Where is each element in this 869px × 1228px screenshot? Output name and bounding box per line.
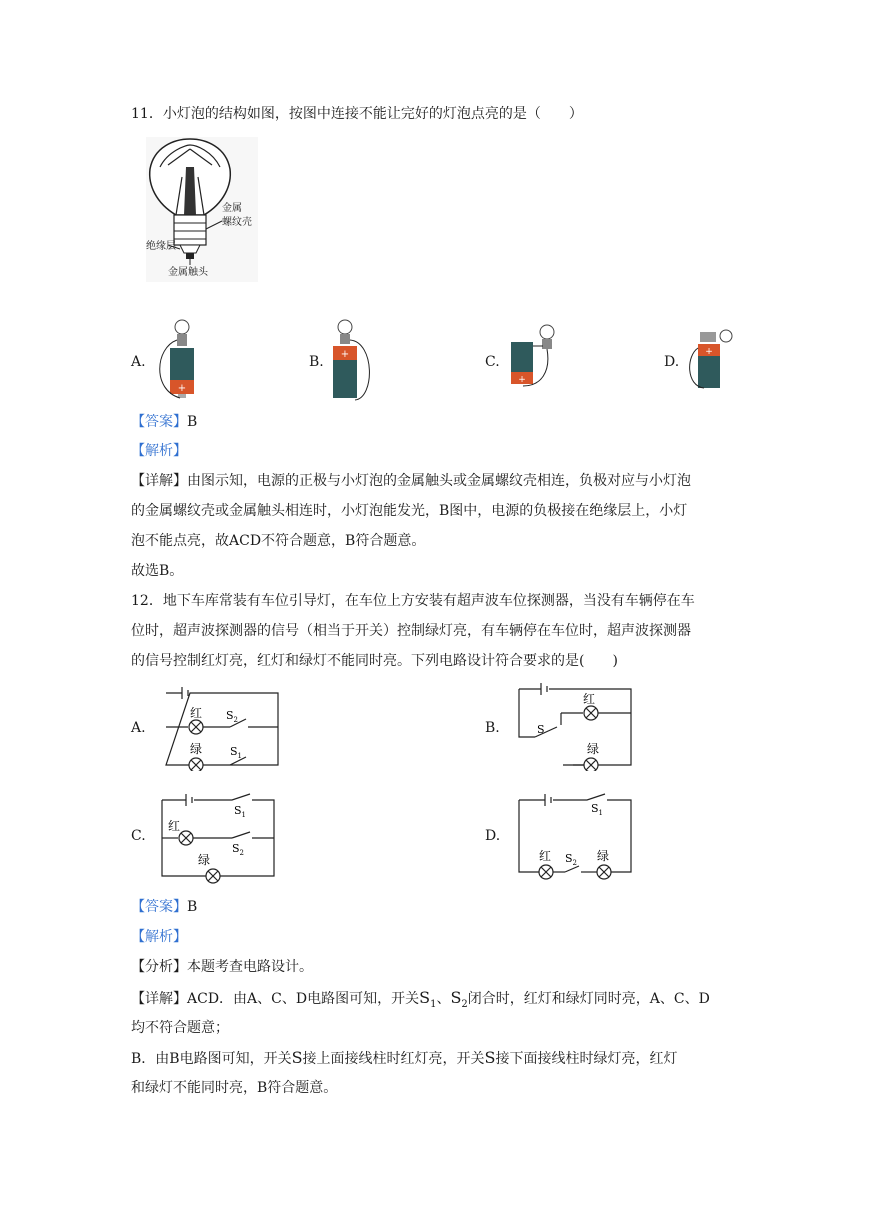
- switch-label: $S_1$: [234, 804, 247, 819]
- switch-label: $S_2$: [226, 709, 239, 724]
- switch-label: $S_1$: [230, 745, 243, 760]
- detail-text: ACD．由A、C、D电路图可知，开关: [187, 991, 420, 1007]
- q11-option-a-figure: [150, 318, 205, 406]
- switch-s2: $S_2$: [450, 988, 468, 1011]
- detail-text: 接下面接线柱时绿灯亮，红灯: [495, 1051, 678, 1067]
- svg-text:+: +: [340, 349, 350, 360]
- switch-s: S: [291, 1048, 303, 1067]
- q12-circuit-a: [160, 683, 285, 771]
- bulb-structure-figure: [146, 137, 258, 282]
- label-metal-tip: 金属触头: [168, 267, 208, 278]
- detail-text: B．由B电路图可知，开关: [131, 1051, 292, 1067]
- lamp-label-red: 红: [539, 849, 552, 863]
- detail-text: 由图示知，电源的正极与小灯泡的金属触头或金属螺纹壳相连，负极对应与小灯泡: [187, 473, 691, 489]
- q11-conclusion: 故选B。: [131, 563, 184, 579]
- answer-value: B: [187, 899, 198, 915]
- lamp-label-green: 绿: [597, 849, 610, 863]
- q12-option-a-letter: A.: [131, 720, 146, 736]
- q12-circuit-d: [515, 790, 637, 882]
- switch-label: $S_2$: [232, 842, 245, 857]
- switch-label: S: [537, 723, 545, 736]
- answer-tag: 【答案】: [131, 899, 187, 915]
- q12-analysis: [131, 927, 187, 947]
- q11-detail-line-2: 的金属螺纹壳或金属触头相连时，小灯泡能发光，B图中，电源的负极接在绝缘层上，小灯: [131, 503, 688, 519]
- q11-option-d-letter: D.: [664, 354, 680, 370]
- q11-analysis: [131, 441, 187, 461]
- q11-option-c-letter: C.: [485, 354, 500, 370]
- q11-option-b-letter: B.: [309, 354, 324, 370]
- q11-detail-line-3: 泡不能点亮，故ACD不符合题意，B符合题意。: [131, 533, 426, 549]
- q12-stem-line-1: 12．地下车库常装有车位引导灯，在车位上方安装有超声波车位探测器，当没有车辆停在车: [131, 593, 695, 609]
- svg-text:+: +: [705, 347, 713, 357]
- svg-text:金属: 金属: [222, 203, 242, 214]
- detail-text: 闭合时，红灯和绿灯同时亮，A、C、D: [467, 991, 710, 1007]
- q12-stem-line-3: 的信号控制红灯亮，红灯和绿灯不能同时亮。下列电路设计符合要求的是( ): [131, 653, 618, 669]
- detail-text: 接上面接线柱时红灯亮，开关: [302, 1051, 485, 1067]
- analysis-text: 本题考查电路设计。: [187, 959, 313, 975]
- lamp-label-green: 绿: [190, 742, 203, 756]
- q11-option-a-letter: A.: [131, 354, 146, 370]
- q11-option-d-figure: [684, 326, 744, 392]
- q12-option-d-letter: D.: [485, 828, 501, 844]
- svg-text:+: +: [177, 383, 187, 394]
- q12-detail-line-2: 均不符合题意；: [131, 1020, 229, 1036]
- svg-text:+: +: [518, 375, 526, 385]
- lamp-label-red: 红: [583, 692, 596, 706]
- q11-answer: [131, 412, 197, 432]
- answer-tag: 【答案】: [131, 414, 187, 430]
- detail-sep: 、: [436, 991, 451, 1007]
- q12-detail-line-1: [131, 988, 710, 1015]
- switch-s1: $S_1$: [419, 988, 437, 1011]
- switch-s: S: [484, 1048, 496, 1067]
- lamp-label-green: 绿: [198, 853, 211, 867]
- lamp-label-red: 红: [190, 706, 203, 720]
- lamp-label-red: 红: [168, 819, 181, 833]
- label-insulation: 绝缘层: [146, 241, 176, 252]
- answer-value: B: [187, 414, 198, 430]
- q11-option-b-figure: [325, 318, 380, 406]
- detail-tag: 【详解】: [131, 473, 187, 489]
- q12-answer: [131, 897, 197, 917]
- svg-text:螺纹壳: 螺纹壳: [222, 217, 252, 228]
- q12-circuit-b: [515, 683, 637, 771]
- q11-detail-line-1: [131, 471, 691, 491]
- q11-option-c-figure: [505, 322, 565, 392]
- q11-stem: 11．小灯泡的结构如图，按图中连接不能让完好的灯泡点亮的是（ ）: [131, 106, 583, 122]
- detail-tag: 【详解】: [131, 991, 187, 1007]
- q12-stem-line-2: 位时，超声波探测器的信号（相当于开关）控制绿灯亮，有车辆停在车位时，超声波探测器: [131, 623, 691, 639]
- q12-analysis-text: [131, 957, 313, 977]
- lamp-label-green: 绿: [587, 742, 600, 756]
- q12-detail-line-3: [131, 1048, 678, 1069]
- analysis-label-tag: 【分析】: [131, 959, 187, 975]
- analysis-tag: 【解析】: [131, 929, 187, 945]
- switch-label: $S_1$: [591, 802, 604, 817]
- q12-circuit-c: [160, 790, 288, 886]
- q12-option-c-letter: C.: [131, 828, 146, 844]
- analysis-tag: 【解析】: [131, 443, 187, 459]
- switch-label: $S_2$: [565, 852, 578, 867]
- q12-detail-line-4: 和绿灯不能同时亮，B符合题意。: [131, 1080, 338, 1096]
- q12-option-b-letter: B.: [485, 720, 500, 736]
